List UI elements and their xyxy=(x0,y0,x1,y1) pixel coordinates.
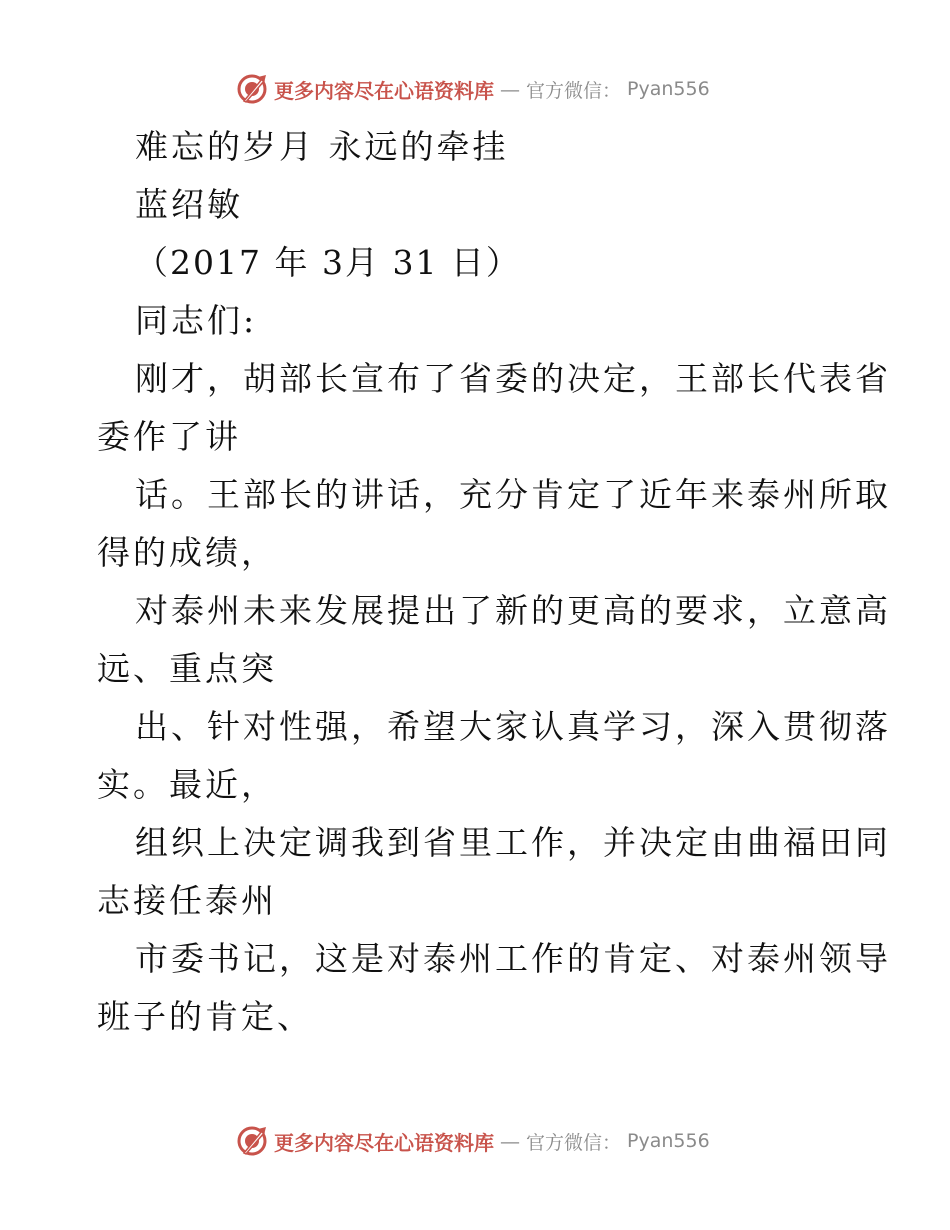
banner-separator: — xyxy=(500,1129,520,1153)
quill-pen-logo-icon xyxy=(236,73,268,105)
text-line: 出、针对性强，希望大家认真学习，深入贯彻落 xyxy=(135,707,891,746)
text-line: 组织上决定调我到省里工作，并决定由曲福田同 xyxy=(135,823,891,862)
text-line: 市委书记，这是对泰州工作的肯定、对泰州领导 xyxy=(135,939,891,978)
text-line: 远、重点突 xyxy=(97,649,277,688)
banner-site-text: 更多内容尽在心语资料库 xyxy=(274,1130,494,1155)
banner-separator: — xyxy=(500,77,520,101)
text-line: 志接任泰州 xyxy=(97,881,277,920)
text-line: 话。王部长的讲话，充分肯定了近年来泰州所取 xyxy=(135,475,891,514)
text-line: 班子的肯定、 xyxy=(97,997,313,1036)
text-line: 刚才，胡部长宣布了省委的决定，王部长代表省 xyxy=(135,359,891,398)
text-line: 同志们: xyxy=(135,301,258,340)
text-line: 得的成绩， xyxy=(97,533,277,572)
document-date: （2017 年 3月 31 日） xyxy=(135,243,521,282)
banner-wechat-id: Pyan556 xyxy=(627,1130,710,1152)
banner-wechat-label: 官方微信： xyxy=(526,79,622,102)
banner-site-text: 更多内容尽在心语资料库 xyxy=(274,78,494,103)
text-line: 对泰州未来发展提出了新的更高的要求，立意高 xyxy=(135,591,891,630)
banner-wechat-label: 官方微信： xyxy=(526,1131,622,1154)
document-title: 难忘的岁月 永远的牵挂 xyxy=(135,127,509,166)
banner-wechat-id: Pyan556 xyxy=(627,78,710,100)
footer-banner xyxy=(236,1124,710,1158)
header-banner xyxy=(236,72,710,106)
document-author: 蓝绍敏 xyxy=(135,185,243,224)
document-body xyxy=(97,118,891,1046)
quill-pen-logo-icon xyxy=(236,1125,268,1157)
text-line: 实。最近， xyxy=(97,765,277,804)
text-line: 委作了讲 xyxy=(97,417,241,456)
